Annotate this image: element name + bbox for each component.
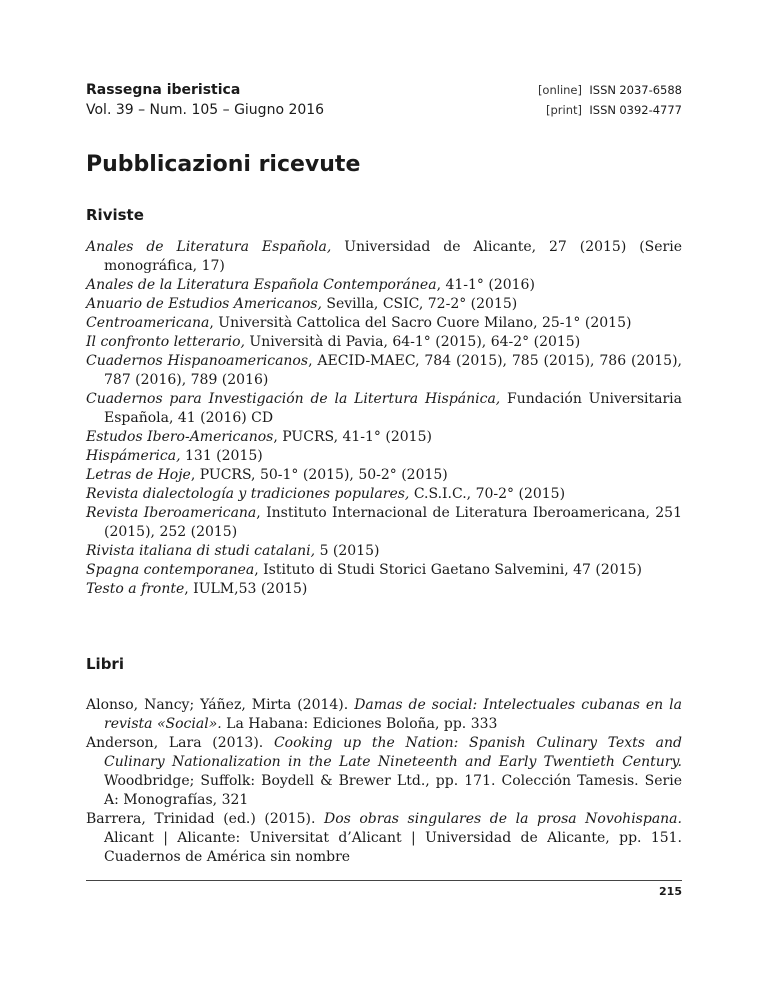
entry-details: Università di Pavia, 64-1° (2015), 64-2° (2015)	[244, 334, 581, 350]
entry-title: Revista dialectología y tradiciones populares,	[86, 486, 410, 502]
entry-details: , Università Cattolica del Sacro Cuore Milano, 25-1° (2015)	[209, 315, 632, 331]
bibliography-entry	[86, 485, 682, 504]
issn-print	[526, 100, 682, 120]
entry-details: C.S.I.C., 70-2° (2015)	[409, 486, 566, 502]
entry-details: Sevilla, CSIC, 72-2° (2015)	[321, 296, 518, 312]
entry-details: , Istituto di Studi Storici Gaetano Salvemini, 47 (2015)	[254, 562, 642, 578]
issn-label: ISSN	[589, 83, 616, 97]
entry-details: 5 (2015)	[315, 543, 380, 559]
entry-title: Il confronto letterario,	[86, 334, 245, 350]
bibliography-entry	[86, 810, 682, 867]
entry-title: Anales de la Literatura Española Contemporánea	[86, 277, 437, 293]
issn-label: ISSN	[589, 103, 616, 117]
entry-title: Damas de social: Intelectuales cubanas en la revista «Social».	[104, 697, 682, 732]
bibliography-entry	[86, 447, 682, 466]
bibliography-entry	[86, 542, 682, 561]
entry-title: Dos obras singulares de la prosa Novohispana.	[323, 811, 682, 827]
entry-title: Anuario de Estudios Americanos,	[86, 296, 322, 312]
entry-details: Woodbridge; Suffolk: Boydell & Brewer Ltd., pp. 171. Colección Tamesis. Serie A: Monografías, 321	[104, 773, 682, 808]
journal-info	[86, 80, 324, 120]
bibliography-entry	[86, 390, 682, 428]
bibliography-entry	[86, 734, 682, 810]
entry-author: Anderson, Lara (2013).	[86, 735, 274, 751]
entry-title: Anales de Literatura Española,	[86, 239, 332, 255]
entry-author: Alonso, Nancy; Yáñez, Mirta (2014).	[86, 697, 355, 713]
entry-details: , PUCRS, 41-1° (2015)	[273, 429, 432, 445]
issn-number: 0392-4777	[619, 103, 682, 117]
entry-details: Universidad de Alicante, 27 (2015) (Serie monográfica, 17)	[104, 239, 683, 274]
entry-title: Estudos Ibero-Americanos	[86, 429, 274, 445]
bibliography-entry	[86, 314, 682, 333]
journal-issue: Vol. 39 – Num. 105 – Giugno 2016	[86, 102, 325, 118]
bibliography-entry	[86, 238, 682, 276]
running-header	[86, 80, 682, 120]
bibliography-entry	[86, 295, 682, 314]
entry-details: Fundación Universitaria Española, 41 (2016) CD	[104, 391, 682, 426]
entry-details: La Habana: Ediciones Boloña, pp. 333	[221, 716, 498, 732]
journal-name: Rassegna iberistica	[86, 82, 241, 98]
entry-author: Barrera, Trinidad (ed.) (2015).	[86, 811, 324, 827]
entry-details: , PUCRS, 50-1° (2015), 50-2° (2015)	[190, 467, 448, 483]
entry-details: , Instituto Internacional de Literatura Iberoamericana, 251 (2015), 252 (2015)	[104, 505, 682, 540]
section-title-riviste: Riviste	[86, 206, 144, 224]
issn-tag: [print]	[546, 103, 582, 117]
entry-title: Cooking up the Nation: Spanish Culinary Texts and Culinary Nationalization in the Late Nineteenth and Early Twentieth Century.	[104, 735, 682, 770]
entry-details: 131 (2015)	[180, 448, 263, 464]
entry-title: Revista Iberoamericana	[86, 505, 257, 521]
page-title: Pubblicazioni ricevute	[86, 152, 361, 177]
entry-title: Rivista italiana di studi catalani,	[86, 543, 316, 559]
entry-title: Hispámerica,	[86, 448, 181, 464]
entry-details: , IULM,53 (2015)	[184, 581, 308, 597]
entry-title: Cuadernos para Investigación de la Litertura Hispánica,	[86, 391, 501, 407]
bibliography-entry	[86, 352, 682, 390]
bibliography-entry	[86, 580, 682, 599]
issn-number: 2037-6588	[619, 83, 682, 97]
section-title-libri: Libri	[86, 655, 124, 673]
entry-details: , AECID-MAEC, 784 (2015), 785 (2015), 786 (2015), 787 (2016), 789 (2016)	[104, 353, 683, 388]
entry-title: Spagna contemporanea	[86, 562, 255, 578]
page-number: 215	[659, 885, 682, 898]
entry-details: , 41-1° (2016)	[436, 277, 535, 293]
bibliography-entry	[86, 504, 682, 542]
bibliography-entry	[86, 333, 682, 352]
entry-details: Alicant | Alicante: Universitat d’Alicant | Universidad de Alicante, pp. 151. Cuadernos de América sin nombre	[104, 830, 682, 865]
bibliography-entry	[86, 428, 682, 447]
libri-list	[86, 696, 682, 867]
bibliography-entry	[86, 276, 682, 295]
issn-tag: [online]	[537, 83, 582, 97]
issn-online	[526, 80, 682, 100]
bibliography-entry	[86, 561, 682, 580]
bibliography-entry	[86, 696, 682, 734]
footer-rule	[86, 880, 682, 881]
issn-block	[526, 80, 682, 120]
entry-title: Centroamericana	[86, 315, 210, 331]
bibliography-entry	[86, 466, 682, 485]
entry-title: Testo a fronte	[86, 581, 185, 597]
entry-title: Letras de Hoje	[86, 467, 191, 483]
riviste-list	[86, 238, 682, 599]
entry-title: Cuadernos Hispanoamericanos	[86, 353, 309, 369]
